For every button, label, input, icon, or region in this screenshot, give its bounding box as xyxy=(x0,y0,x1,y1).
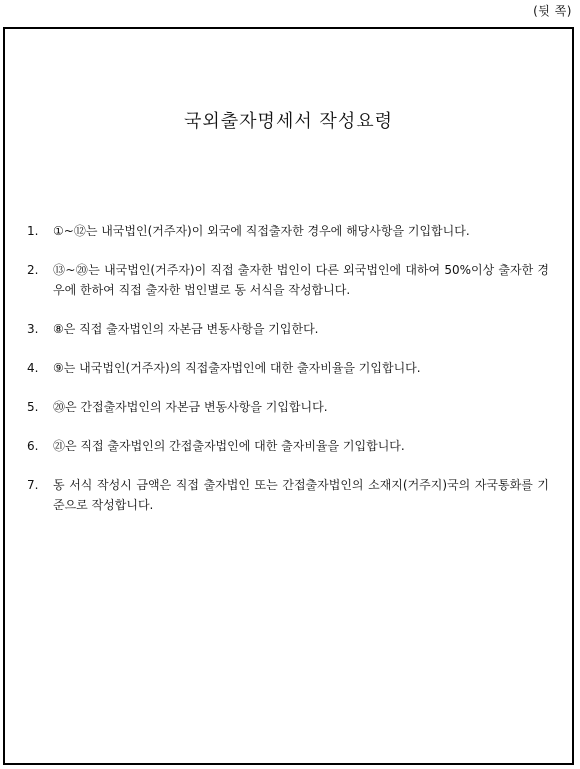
instructions-frame xyxy=(3,27,574,765)
item-text: ⑬~⑳는 내국법인(거주자)이 직접 출자한 법인이 다른 외국법인에 대하여 50%이상 출자한 경우에 한하여 직접 출자한 법인별로 동 서식을 작성합니다. xyxy=(53,263,549,297)
item-number: 6. xyxy=(27,439,39,453)
item-text: 동 서식 작성시 금액은 직접 출자법인 또는 간접출자법인의 소재지(거주지)국의 자국통화를 기준으로 작성합니다. xyxy=(53,478,549,512)
item-number: 1. xyxy=(27,224,39,238)
page-marker: (뒷 쪽) xyxy=(533,4,572,18)
item-number: 3. xyxy=(27,322,39,336)
list-item xyxy=(27,260,549,300)
list-item xyxy=(27,319,549,339)
list-item xyxy=(27,358,549,378)
list-item xyxy=(27,397,549,417)
item-number: 5. xyxy=(27,400,39,414)
item-text: ⑳은 간접출자법인의 자본금 변동사항을 기입합니다. xyxy=(53,400,328,414)
item-number: 4. xyxy=(27,361,39,375)
item-text: ⑧은 직접 출자법인의 자본금 변동사항을 기입한다. xyxy=(53,322,319,336)
instructions-list xyxy=(27,221,549,534)
list-item xyxy=(27,475,549,515)
list-item xyxy=(27,436,549,456)
list-item xyxy=(27,221,549,241)
page-title: 국외출자명세서 작성요령 xyxy=(184,111,393,132)
item-text: ㉑은 직접 출자법인의 간접출자법인에 대한 출자비율을 기입합니다. xyxy=(53,439,405,453)
item-number: 7. xyxy=(27,478,39,492)
item-text: ⑨는 내국법인(거주자)의 직접출자법인에 대한 출자비율을 기입합니다. xyxy=(53,361,421,375)
item-number: 2. xyxy=(27,263,39,277)
item-text: ①~⑫는 내국법인(거주자)이 외국에 직접출자한 경우에 해당사항을 기입합니다. xyxy=(53,224,470,238)
